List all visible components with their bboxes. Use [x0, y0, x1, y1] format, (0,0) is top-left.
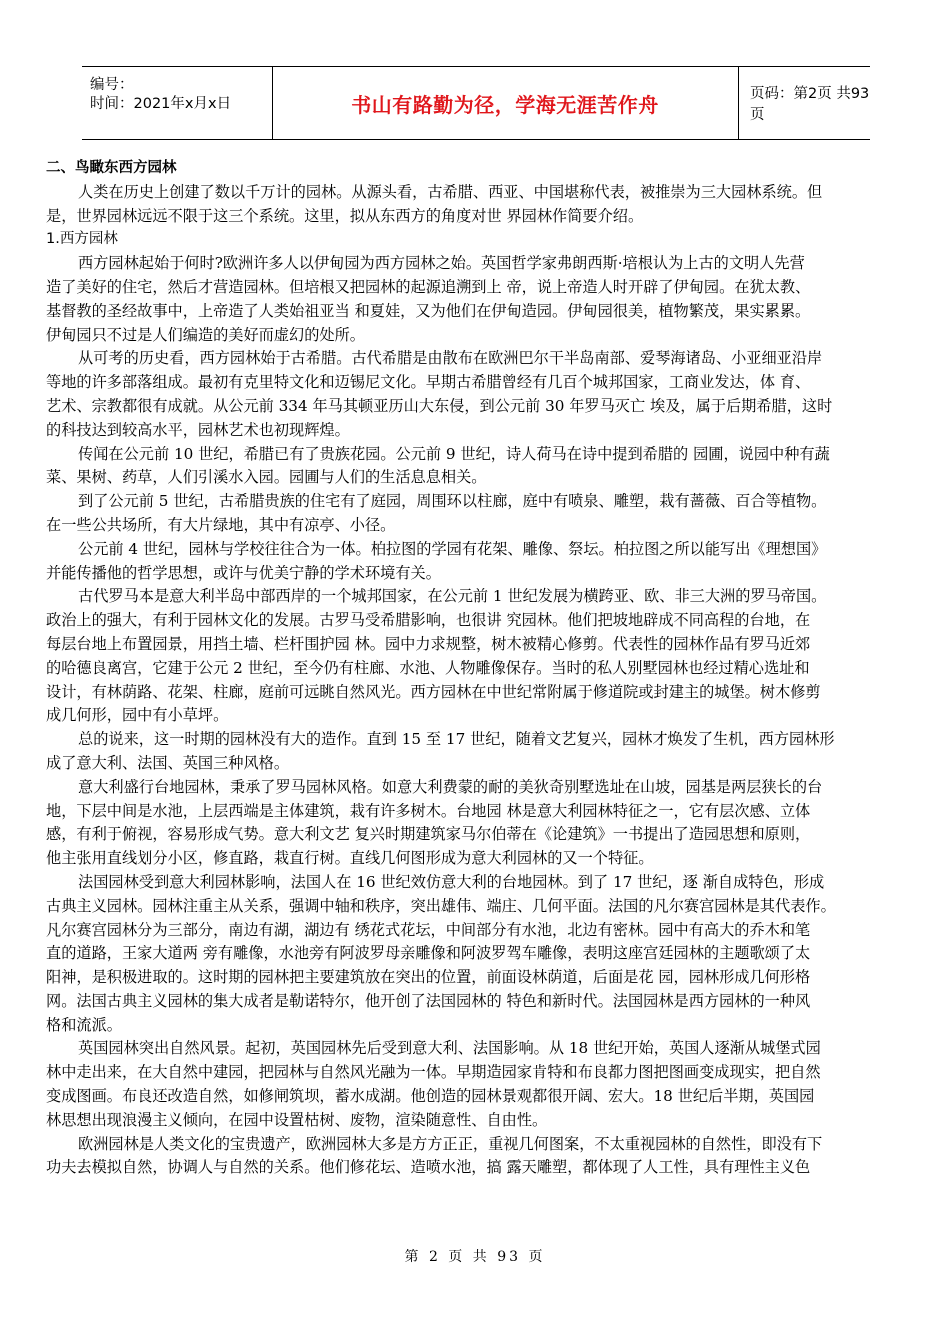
paragraph-line: 法国园林受到意大利园林影响，法国人在 16 世纪效仿意大利的台地园林。到了 17 世纪，逐 渐自成特色，形成	[78, 872, 825, 891]
paragraph-line: 的科技达到较高水平，园林艺术也初现辉煌。	[46, 420, 350, 439]
paragraph-line: 并能传播他的哲学思想，或许与优美宁静的学术环境有关。	[46, 563, 441, 582]
paragraph-line: 基督教的圣经故事中，上帝造了人类始祖亚当 和夏娃，又为他们在伊甸造园。伊甸园很美，植物繁茂，果实累累。	[46, 301, 811, 320]
paragraph-line: 伊甸园只不过是人们编造的美好而虚幻的处所。	[46, 325, 365, 344]
page-header	[82, 66, 870, 140]
paragraph-line: 等地的许多部落组成。最初有克里特文化和迈锡尼文化。早期古希腊曾经有几百个城邦国家，工商业发达，体 育、	[46, 373, 811, 392]
paragraph-line: 菜、果树、药草，人们引溪水入园。园圃与人们的生活息息相关。	[46, 468, 487, 487]
paragraph-line: 设计，有林荫路、花架、柱廊，庭前可远眺自然风光。西方园林在中世纪常附属于修道院或封建主的城堡。树木修剪	[46, 682, 821, 701]
paragraph-line: 西方园林起始于何时?欧洲许多人以伊甸园为西方园林之始。英国哲学家弗朗西斯·培根认为上古的文明人先营	[78, 254, 805, 273]
paragraph-line: 政治上的强大，有利于园林文化的发展。古罗马受希腊影响，也很讲 究园林。他们把坡地辟成不同高程的台地，在	[46, 611, 811, 630]
paragraph-line: 古代罗马本是意大利半岛中部西岸的一个城邦国家，在公元前 1 世纪发展为横跨亚、欧、非三大洲的罗马帝国。	[78, 587, 827, 606]
paragraph-line: 在一些公共场所，有大片绿地，其中有凉亭、小径。	[46, 515, 396, 534]
paragraph-line: 公元前 4 世纪，园林与学校往往合为一体。柏拉图的学园有花架、雕像、祭坛。柏拉图之所以能写出《理想国》	[78, 539, 827, 558]
paragraph-line: 英国园林突出自然风景。起初，英国园林先后受到意大利、法国影响。从 18 世纪开始，英国人逐渐从城堡式园	[78, 1039, 821, 1058]
paragraph-line: 功夫去模拟自然，协调人与自然的关系。他们修花坛、造喷水池，搞 露天雕塑，都体现了人工性，具有理性主义色	[46, 1158, 811, 1177]
paragraph-line: 欧洲园林是人类文化的宝贵遗产，欧洲园林大多是方方正正，重视几何图案，不太重视园林的自然性，即没有下	[78, 1134, 823, 1153]
document-body	[46, 157, 904, 1180]
paragraph-line: 凡尔赛宫园林分为三部分，南边有湖，湖边有 绣花式花坛，中间部分有水池，北边有密林。园中有高大的乔木和笔	[46, 920, 811, 939]
paragraph-line: 阳神，是积极进取的。这时期的园林把主要建筑放在突出的位置，前面设林荫道，后面是花 园，园林形成几何形格	[46, 968, 811, 987]
paragraph-line: 意大利盛行台地园林，秉承了罗马园林风格。如意大利费蒙的耐的美狄奇别墅选址在山坡，园基是两层狭长的台	[78, 777, 823, 796]
paragraph-line: 每层台地上布置园景，用挡土墙、栏杆围护园 林。园中力求规整，树木被精心修剪。代表性的园林作品有罗马近郊	[46, 634, 811, 653]
paragraph-line: 成几何形，园中有小草坪。	[46, 706, 229, 725]
paragraph-line: 成了意大利、法国、英国三种风格。	[46, 753, 289, 772]
paragraph-line: 林思想出现浪漫主义倾向，在园中设置枯树、废物，渲染随意性、自由性。	[46, 1110, 548, 1129]
subsection-heading: 1.西方园林	[46, 231, 118, 248]
paragraph-line: 他主张用直线划分小区，修直路，栽直行树。直线几何图形成为意大利园林的又一个特征。	[46, 849, 654, 868]
paragraph-line: 网。法国古典主义园林的集大成者是勒诺特尔，他开创了法国园林的 特色和新时代。法国园林是西方园林的一种风	[46, 991, 811, 1010]
header-meta	[82, 67, 273, 139]
paragraph-line: 艺术、宗教都很有成就。从公元前 334 年马其顿亚历山大东侵，到公元前 30 年罗马灭亡 埃及，属于后期希腊，这时	[46, 396, 833, 415]
header-motto: 书山有路勤为径，学海无涯苦作舟	[351, 92, 659, 117]
paragraph-line: 直的道路，王家大道两 旁有雕像，水池旁有阿波罗母亲雕像和阿波罗驾车雕像，表明这座宫廷园林的主题歌颂了太	[46, 944, 811, 963]
paragraph-line: 林中走出来，在大自然中建园，把园林与自然风光融为一体。早期造园家肯特和布良都力图把图画变成现实，把自然	[46, 1063, 821, 1082]
document-time-label: 时间：2021年x月x日	[90, 96, 232, 112]
paragraph-line: 格和流派。	[46, 1015, 122, 1034]
paragraph-line: 的哈德良离宫，它建于公元 2 世纪，至今仍有柱廊、水池、人物雕像保存。当时的私人别墅园林也经过精心选址和	[46, 658, 810, 677]
header-page-info: 页码：第2页 共93页	[750, 86, 870, 123]
paragraph-line: 感，有利于俯视，容易形成气势。意大利文艺 复兴时期建筑家马尔伯蒂在《论建筑》一书提出了造园思想和原则，	[46, 825, 811, 844]
header-motto-cell	[272, 67, 739, 139]
paragraph-line: 从可考的历史看，西方园林始于古希腊。古代希腊是由散布在欧洲巴尔干半岛南部、爱琴海诸岛、小亚细亚沿岸	[78, 349, 823, 368]
paragraph-line: 地，下层中间是水池，上层西端是主体建筑，栽有许多树木。台地园 林是意大利园林特征之一，它有层次感、立体	[46, 801, 811, 820]
document-number-label: 编号：	[90, 77, 134, 93]
paragraph-line: 是，世界园林远远不限于这三个系统。这里，拟从东西方的角度对世 界园林作简要介绍。	[46, 206, 644, 225]
paragraph-line: 变成图画。布良还改造自然，如修闸筑坝，蓄水成湖。他创造的园林景观都很开阔、宏大。18 世纪后半期，英国园	[46, 1087, 815, 1106]
paragraph-line: 古典主义园林。园林注重主从关系，强调中轴和秩序，突出雄伟、端庄、几何平面。法国的凡尔赛宫园林是其代表作。	[46, 896, 836, 915]
paragraph-line: 到了公元前 5 世纪，古希腊贵族的住宅有了庭园，周围环以柱廊，庭中有喷泉、雕塑，栽有蔷薇、百合等植物。	[78, 492, 827, 511]
page-footer: 第 2 页 共 93 页	[404, 1249, 546, 1265]
paragraph-line: 造了美好的住宅，然后才营造园林。但培根又把园林的起源追溯到上 帝，说上帝造人时开辟了伊甸园。在犹太教、	[46, 277, 811, 296]
section-heading: 二、鸟瞰东西方园林	[46, 160, 177, 176]
paragraph-line: 人类在历史上创建了数以千万计的园林。从源头看，古希腊、西亚、中国堪称代表，被推崇为三大园林系统。但	[78, 182, 823, 201]
paragraph-line: 传闻在公元前 10 世纪，希腊已有了贵族花园。公元前 9 世纪，诗人荷马在诗中提到希腊的 园圃，说园中种有蔬	[78, 444, 830, 463]
paragraph-line: 总的说来，这一时期的园林没有大的造作。直到 15 至 17 世纪，随着文艺复兴，园林才焕发了生机，西方园林形	[78, 730, 835, 749]
